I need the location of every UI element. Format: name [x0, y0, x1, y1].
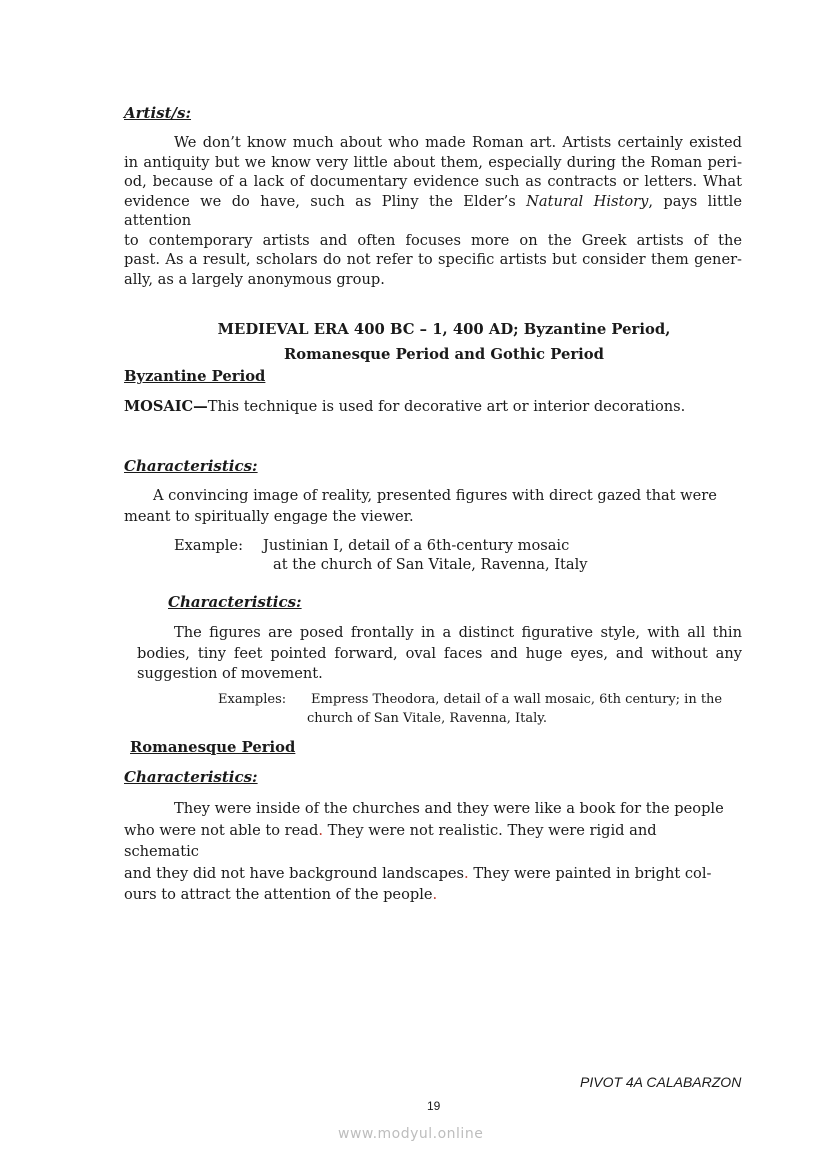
romanesque-char-heading: Characteristics:	[124, 768, 258, 786]
romanesque-line-3	[124, 863, 734, 885]
artists-heading: Artist/s:	[124, 104, 192, 122]
romanesque-line-4a: ours to attract the attention of the people	[124, 886, 433, 903]
byzantine-char2-heading: Characteristics:	[168, 593, 302, 611]
artists-line-6: past. As a result, scholars do not refer to specific artists but consider them gener-	[124, 251, 742, 268]
red-dot: .	[318, 821, 323, 839]
romanesque-heading: Romanesque Period	[130, 739, 296, 756]
artists-line-3: od, because of a lack of documentary evidence such as contracts or letters. What	[124, 173, 742, 190]
artists-line-5: to contemporary artists and often focuses more on the Greek artists of the	[124, 231, 742, 249]
romanesque-line-2	[124, 820, 734, 863]
mosaic-label: MOSAIC—	[124, 398, 208, 415]
example-line-1: Justinian I, detail of a 6th-century mosaic	[263, 537, 570, 554]
char1-line-2: meant to spiritually engage the viewer.	[124, 507, 414, 525]
char2-line-3: suggestion of movement.	[137, 665, 323, 682]
examples-label: Examples:	[218, 692, 287, 707]
artists-paragraph	[124, 133, 742, 289]
footer-label: PIVOT 4A CALABARZON	[580, 1074, 742, 1090]
medieval-title-line-1: MEDIEVAL ERA 400 BC – 1, 400 AD; Byzantine Period,	[217, 321, 671, 338]
byzantine-char1-heading: Characteristics:	[124, 457, 258, 475]
artists-line-2: in antiquity but we know very little about them, especially during the Roman peri-	[124, 153, 742, 171]
red-dot: .	[464, 864, 469, 882]
byzantine-char1-paragraph	[124, 486, 724, 526]
artists-line-4a: evidence we do have, such as Pliny the Elder’s	[124, 192, 527, 210]
artists-line-7: ally, as a largely anonymous group.	[124, 270, 385, 288]
example-line-2: at the church of San Vitale, Ravenna, Italy	[273, 556, 588, 573]
artists-line-4b: , pays little attention	[124, 192, 742, 229]
char1-line-1: A convincing image of reality, presented figures with direct gazed that were	[153, 487, 717, 504]
romanesque-line-2a: who were not able to read	[124, 821, 319, 839]
artists-line-1: We don’t know much about who made Roman art. Artists certainly existed	[174, 134, 742, 151]
romanesque-line-1: They were inside of the churches and they were like a book for the people	[174, 800, 724, 817]
natural-history-title: Natural History	[526, 192, 649, 210]
artists-line-4	[124, 192, 742, 231]
mosaic-text: This technique is used for decorative art or interior decorations.	[207, 398, 686, 415]
red-dot: .	[432, 886, 438, 903]
romanesque-line-3a: and they did not have background landscapes	[124, 864, 465, 882]
mosaic-line	[124, 397, 764, 417]
page-number: 19	[427, 1099, 441, 1113]
romanesque-line-3b: They were painted in bright col-	[468, 864, 712, 882]
byzantine-heading: Byzantine Period	[124, 368, 266, 385]
examples-line-1: Empress Theodora, detail of a wall mosaic, 6th century; in the	[311, 692, 723, 707]
watermark: www.modyul.online	[338, 1126, 484, 1142]
example-label: Example:	[174, 537, 243, 554]
romanesque-line-2b: They were not realistic. They were rigid and schematic	[124, 821, 657, 860]
char2-line-1: The figures are posed frontally in a distinct figurative style, with all thin	[174, 624, 742, 641]
romanesque-paragraph	[124, 798, 734, 906]
medieval-title-line-2: Romanesque Period and Gothic Period	[283, 346, 604, 363]
examples-line-2: church of San Vitale, Ravenna, Italy.	[307, 711, 548, 726]
char2-line-2: bodies, tiny feet pointed forward, oval faces and huge eyes, and without any	[137, 644, 742, 662]
romanesque-line-4	[124, 884, 734, 906]
byzantine-char2-paragraph	[137, 623, 742, 685]
